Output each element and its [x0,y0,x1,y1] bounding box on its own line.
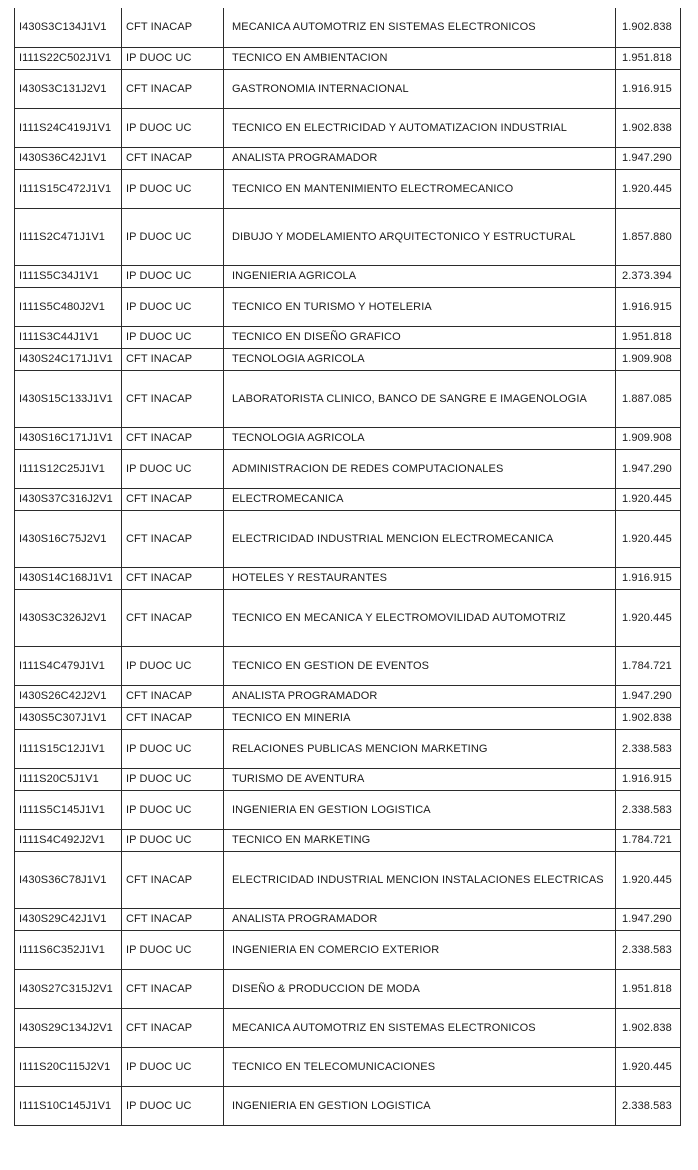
cell-program: ELECTRICIDAD INDUSTRIAL MENCION ELECTROMECANICA [224,510,616,567]
cell-program: HOTELES Y RESTAURANTES [224,567,616,589]
table-body [15,8,681,1125]
cell-institution: CFT INACAP [122,147,224,169]
cell-institution: IP DUOC UC [122,287,224,326]
cell-code: I111S10C145J1V1 [15,1086,122,1125]
cell-program: ANALISTA PROGRAMADOR [224,685,616,707]
table-row [15,1086,681,1125]
table-row [15,790,681,829]
cell-program: GASTRONOMIA INTERNACIONAL [224,69,616,108]
cell-code: I430S3C134J1V1 [15,8,122,47]
cell-amount: 1.909.908 [616,348,681,370]
cell-amount: 1.951.818 [616,969,681,1008]
cell-amount: 1.947.290 [616,449,681,488]
cell-institution: IP DUOC UC [122,729,224,768]
cell-code: I430S29C42J1V1 [15,908,122,930]
cell-institution: CFT INACAP [122,348,224,370]
table-row [15,729,681,768]
cell-code: I111S3C44J1V1 [15,326,122,348]
cell-institution: CFT INACAP [122,567,224,589]
cell-program: RELACIONES PUBLICAS MENCION MARKETING [224,729,616,768]
cell-amount: 1.909.908 [616,427,681,449]
cell-program: TECNOLOGIA AGRICOLA [224,348,616,370]
table-row [15,646,681,685]
cell-code: I111S2C471J1V1 [15,208,122,265]
cell-institution: CFT INACAP [122,427,224,449]
cell-institution: IP DUOC UC [122,265,224,287]
table-row [15,707,681,729]
cell-institution: IP DUOC UC [122,768,224,790]
cell-code: I111S15C472J1V1 [15,169,122,208]
cell-amount: 1.784.721 [616,829,681,851]
table-row [15,908,681,930]
cell-amount: 1.887.085 [616,370,681,427]
cell-amount: 1.784.721 [616,646,681,685]
table-row [15,851,681,908]
cell-code: I430S16C75J2V1 [15,510,122,567]
cell-code: I430S16C171J1V1 [15,427,122,449]
cell-institution: CFT INACAP [122,685,224,707]
cell-institution: CFT INACAP [122,707,224,729]
cell-institution: CFT INACAP [122,1008,224,1047]
cell-institution: IP DUOC UC [122,326,224,348]
cell-amount: 1.920.445 [616,851,681,908]
cell-amount: 1.916.915 [616,768,681,790]
cell-program: TECNICO EN MINERIA [224,707,616,729]
table-row [15,829,681,851]
cell-amount: 1.916.915 [616,567,681,589]
cell-amount: 1.920.445 [616,589,681,646]
cell-program: MECANICA AUTOMOTRIZ EN SISTEMAS ELECTRONICOS [224,8,616,47]
table-row [15,449,681,488]
table-row [15,589,681,646]
cell-amount: 1.902.838 [616,707,681,729]
cell-code: I430S36C78J1V1 [15,851,122,908]
cell-code: I430S36C42J1V1 [15,147,122,169]
cell-institution: CFT INACAP [122,8,224,47]
cell-code: I430S37C316J2V1 [15,488,122,510]
cell-amount: 1.920.445 [616,488,681,510]
cell-program: TECNICO EN MANTENIMIENTO ELECTROMECANICO [224,169,616,208]
cell-institution: IP DUOC UC [122,1086,224,1125]
cell-program: DIBUJO Y MODELAMIENTO ARQUITECTONICO Y ESTRUCTURAL [224,208,616,265]
cell-program: INGENIERIA EN COMERCIO EXTERIOR [224,930,616,969]
cell-program: TECNICO EN TELECOMUNICACIONES [224,1047,616,1086]
cell-program: MECANICA AUTOMOTRIZ EN SISTEMAS ELECTRONICOS [224,1008,616,1047]
cell-amount: 1.947.290 [616,685,681,707]
table-row [15,108,681,147]
cell-program: ELECTROMECANICA [224,488,616,510]
table-row [15,265,681,287]
cell-code: I430S14C168J1V1 [15,567,122,589]
cell-code: I111S15C12J1V1 [15,729,122,768]
cell-amount: 1.920.445 [616,1047,681,1086]
cell-program: ELECTRICIDAD INDUSTRIAL MENCION INSTALACIONES ELECTRICAS [224,851,616,908]
cell-code: I111S6C352J1V1 [15,930,122,969]
table-row [15,768,681,790]
cell-amount: 1.902.838 [616,8,681,47]
cell-amount: 1.951.818 [616,47,681,69]
cell-code: I111S5C480J2V1 [15,287,122,326]
cell-amount: 1.916.915 [616,287,681,326]
cell-program: TECNICO EN MARKETING [224,829,616,851]
cell-institution: CFT INACAP [122,908,224,930]
cell-institution: IP DUOC UC [122,208,224,265]
cell-amount: 2.338.583 [616,790,681,829]
cell-code: I111S24C419J1V1 [15,108,122,147]
cell-code: I111S20C5J1V1 [15,768,122,790]
cell-amount: 2.338.583 [616,930,681,969]
cell-program: LABORATORISTA CLINICO, BANCO DE SANGRE E IMAGENOLOGIA [224,370,616,427]
cell-institution: IP DUOC UC [122,790,224,829]
cell-code: I430S27C315J2V1 [15,969,122,1008]
cell-program: ADMINISTRACION DE REDES COMPUTACIONALES [224,449,616,488]
cell-institution: IP DUOC UC [122,449,224,488]
cell-amount: 1.916.915 [616,69,681,108]
cell-code: I430S29C134J2V1 [15,1008,122,1047]
cell-code: I430S26C42J2V1 [15,685,122,707]
table-row [15,1047,681,1086]
cell-amount: 1.920.445 [616,169,681,208]
cell-program: TECNICO EN TURISMO Y HOTELERIA [224,287,616,326]
cell-program: TECNICO EN DISEÑO GRAFICO [224,326,616,348]
cell-institution: CFT INACAP [122,69,224,108]
cell-amount: 2.338.583 [616,1086,681,1125]
cell-program: ANALISTA PROGRAMADOR [224,908,616,930]
cell-program: TECNICO EN GESTION DE EVENTOS [224,646,616,685]
cell-institution: IP DUOC UC [122,646,224,685]
cell-amount: 1.920.445 [616,510,681,567]
cell-program: DISEÑO & PRODUCCION DE MODA [224,969,616,1008]
cell-program: TECNICO EN MECANICA Y ELECTROMOVILIDAD AUTOMOTRIZ [224,589,616,646]
cell-program: TECNOLOGIA AGRICOLA [224,427,616,449]
table-row [15,370,681,427]
cell-institution: CFT INACAP [122,851,224,908]
table-row [15,930,681,969]
table-row [15,488,681,510]
cell-amount: 1.902.838 [616,108,681,147]
cell-amount: 1.857.880 [616,208,681,265]
cell-program: ANALISTA PROGRAMADOR [224,147,616,169]
table-row [15,1008,681,1047]
table-row [15,685,681,707]
cell-program: TECNICO EN ELECTRICIDAD Y AUTOMATIZACION INDUSTRIAL [224,108,616,147]
cell-code: I111S5C145J1V1 [15,790,122,829]
cell-code: I111S5C34J1V1 [15,265,122,287]
cell-program: TURISMO DE AVENTURA [224,768,616,790]
cell-institution: IP DUOC UC [122,930,224,969]
cell-institution: CFT INACAP [122,510,224,567]
cell-code: I430S5C307J1V1 [15,707,122,729]
table-row [15,47,681,69]
cell-code: I111S20C115J2V1 [15,1047,122,1086]
program-table [14,8,681,1126]
table-row [15,510,681,567]
table-row [15,567,681,589]
cell-program: INGENIERIA AGRICOLA [224,265,616,287]
table-row [15,348,681,370]
cell-institution: CFT INACAP [122,589,224,646]
cell-code: I430S24C171J1V1 [15,348,122,370]
cell-institution: IP DUOC UC [122,829,224,851]
cell-program: INGENIERIA EN GESTION LOGISTICA [224,790,616,829]
cell-institution: IP DUOC UC [122,169,224,208]
cell-program: TECNICO EN AMBIENTACION [224,47,616,69]
cell-institution: IP DUOC UC [122,47,224,69]
cell-amount: 2.338.583 [616,729,681,768]
cell-institution: CFT INACAP [122,370,224,427]
table-row [15,69,681,108]
table-row [15,969,681,1008]
cell-amount: 1.947.290 [616,908,681,930]
cell-institution: CFT INACAP [122,488,224,510]
cell-code: I111S12C25J1V1 [15,449,122,488]
cell-code: I430S3C131J2V1 [15,69,122,108]
table-row [15,287,681,326]
table-row [15,427,681,449]
cell-code: I111S4C492J2V1 [15,829,122,851]
cell-amount: 2.373.394 [616,265,681,287]
cell-amount: 1.947.290 [616,147,681,169]
cell-institution: IP DUOC UC [122,1047,224,1086]
cell-institution: CFT INACAP [122,969,224,1008]
cell-amount: 1.951.818 [616,326,681,348]
cell-code: I111S22C502J1V1 [15,47,122,69]
cell-program: INGENIERIA EN GESTION LOGISTICA [224,1086,616,1125]
table-row [15,326,681,348]
cell-institution: IP DUOC UC [122,108,224,147]
cell-code: I111S4C479J1V1 [15,646,122,685]
cell-code: I430S3C326J2V1 [15,589,122,646]
cell-amount: 1.902.838 [616,1008,681,1047]
cell-code: I430S15C133J1V1 [15,370,122,427]
table-row [15,169,681,208]
table-row [15,208,681,265]
table-row [15,147,681,169]
table-row [15,8,681,47]
